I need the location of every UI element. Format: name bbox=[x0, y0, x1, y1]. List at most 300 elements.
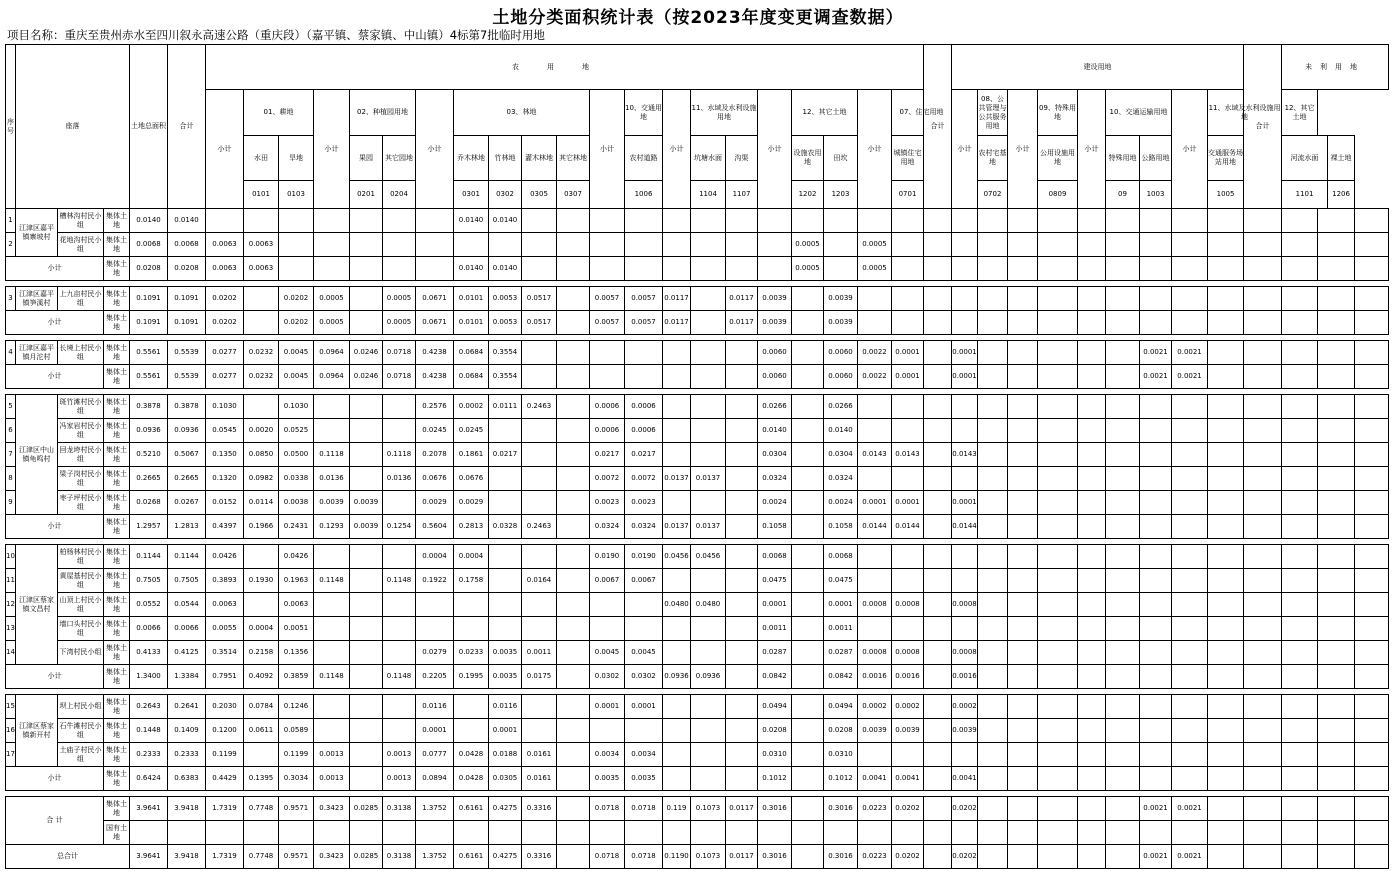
table-row bbox=[6, 419, 1389, 443]
value-cell bbox=[350, 767, 383, 791]
value-cell: 0.0140 bbox=[168, 209, 206, 233]
value-cell: 0.0208 bbox=[168, 257, 206, 281]
value-cell bbox=[522, 233, 557, 257]
value-cell: 0.0676 bbox=[454, 467, 489, 491]
value-cell bbox=[924, 593, 952, 617]
sum-state-row bbox=[6, 821, 1389, 845]
value-cell bbox=[1282, 233, 1318, 257]
value-cell bbox=[924, 821, 952, 845]
value-cell: 0.0777 bbox=[416, 743, 454, 767]
value-cell bbox=[1244, 719, 1282, 743]
value-cell bbox=[1172, 821, 1208, 845]
value-cell: 0.1200 bbox=[206, 719, 244, 743]
value-cell bbox=[1008, 845, 1038, 869]
value-cell bbox=[489, 467, 522, 491]
value-cell: 0.0005 bbox=[383, 287, 416, 311]
kengtang-header: 坑塘水面 bbox=[691, 136, 726, 181]
value-cell: 0.0008 bbox=[858, 641, 892, 665]
value-cell: 0.1058 bbox=[758, 515, 792, 539]
value-cell bbox=[1172, 419, 1208, 443]
value-cell bbox=[522, 491, 557, 515]
value-cell bbox=[1008, 365, 1038, 389]
value-cell: 0.4238 bbox=[416, 365, 454, 389]
value-cell bbox=[383, 593, 416, 617]
village-cell: 江津区嘉平镇月沱村 bbox=[16, 341, 58, 365]
value-cell bbox=[1208, 311, 1244, 335]
value-cell: 0.0426 bbox=[206, 545, 244, 569]
value-cell bbox=[792, 743, 824, 767]
g02-subtotal-header: 小计 bbox=[314, 90, 350, 209]
value-cell: 0.0057 bbox=[590, 287, 625, 311]
value-cell bbox=[1038, 719, 1078, 743]
value-cell bbox=[1140, 419, 1172, 443]
table-row bbox=[6, 443, 1389, 467]
value-cell: 0.1091 bbox=[130, 287, 168, 311]
value-cell: 0.1144 bbox=[168, 545, 206, 569]
value-cell bbox=[1244, 341, 1282, 365]
value-cell bbox=[978, 287, 1008, 311]
value-cell: 0.0034 bbox=[625, 743, 663, 767]
value-cell bbox=[1140, 287, 1172, 311]
value-cell bbox=[792, 767, 824, 791]
value-cell bbox=[557, 311, 590, 335]
value-cell bbox=[1355, 443, 1389, 467]
value-cell bbox=[824, 821, 858, 845]
value-cell bbox=[1208, 845, 1244, 869]
value-cell bbox=[1038, 341, 1078, 365]
value-cell bbox=[1355, 719, 1389, 743]
value-cell: 0.0060 bbox=[758, 365, 792, 389]
value-cell bbox=[892, 287, 924, 311]
value-cell: 0.0001 bbox=[858, 491, 892, 515]
value-cell bbox=[590, 365, 625, 389]
value-cell: 0.0066 bbox=[130, 617, 168, 641]
table-row bbox=[6, 545, 1389, 569]
value-cell: 0.0684 bbox=[454, 341, 489, 365]
value-cell: 0.3016 bbox=[758, 797, 792, 821]
value-cell bbox=[590, 617, 625, 641]
value-cell bbox=[726, 719, 758, 743]
value-cell: 0.0718 bbox=[383, 365, 416, 389]
value-cell: 0.0217 bbox=[489, 443, 522, 467]
ownership-cell: 集体土地 bbox=[104, 467, 130, 491]
value-cell: 0.0022 bbox=[858, 341, 892, 365]
value-cell: 0.0494 bbox=[758, 695, 792, 719]
value-cell bbox=[1140, 467, 1172, 491]
value-cell bbox=[1038, 491, 1078, 515]
value-cell bbox=[557, 491, 590, 515]
value-cell bbox=[1282, 617, 1318, 641]
value-cell: 0.0011 bbox=[758, 617, 792, 641]
value-cell: 0.0245 bbox=[416, 419, 454, 443]
gonglu-header: 公路用地 bbox=[1140, 136, 1172, 181]
value-cell bbox=[1038, 515, 1078, 539]
value-cell: 0.0475 bbox=[758, 569, 792, 593]
seq-cell: 9 bbox=[6, 491, 16, 515]
value-cell bbox=[1355, 209, 1389, 233]
value-cell bbox=[952, 257, 978, 281]
value-cell bbox=[1038, 797, 1078, 821]
value-cell bbox=[1078, 719, 1106, 743]
value-cell bbox=[1355, 491, 1389, 515]
ownership-cell: 集体土地 bbox=[104, 641, 130, 665]
value-cell bbox=[454, 233, 489, 257]
value-cell bbox=[557, 341, 590, 365]
code-cell: 1202 bbox=[792, 181, 824, 209]
value-cell bbox=[1106, 845, 1140, 869]
value-cell bbox=[1244, 515, 1282, 539]
value-cell bbox=[416, 209, 454, 233]
value-cell: 0.0475 bbox=[824, 569, 858, 593]
table-row bbox=[6, 209, 1389, 233]
value-cell bbox=[1140, 767, 1172, 791]
value-cell bbox=[1318, 287, 1355, 311]
value-cell bbox=[1078, 311, 1106, 335]
group-name-cell: 花地沟村民小组 bbox=[58, 233, 104, 257]
value-cell: 0.9571 bbox=[279, 845, 314, 869]
value-cell bbox=[663, 767, 691, 791]
table-row bbox=[6, 287, 1389, 311]
value-cell: 0.3138 bbox=[383, 797, 416, 821]
value-cell bbox=[1106, 641, 1140, 665]
value-cell: 0.0001 bbox=[625, 695, 663, 719]
code-cell: 0301 bbox=[454, 181, 489, 209]
g08-subtotal-header: 小计 bbox=[952, 90, 978, 209]
value-cell: 0.0304 bbox=[758, 443, 792, 467]
value-cell: 0.0552 bbox=[130, 593, 168, 617]
value-cell bbox=[350, 719, 383, 743]
value-cell bbox=[691, 341, 726, 365]
value-cell: 0.0023 bbox=[590, 491, 625, 515]
value-cell bbox=[952, 287, 978, 311]
value-cell: 0.1091 bbox=[130, 311, 168, 335]
value-cell: 0.0842 bbox=[758, 665, 792, 689]
value-cell: 0.0006 bbox=[625, 395, 663, 419]
value-cell: 0.4397 bbox=[206, 515, 244, 539]
value-cell: 0.1254 bbox=[383, 515, 416, 539]
value-cell bbox=[1282, 695, 1318, 719]
value-cell bbox=[1244, 365, 1282, 389]
village-cell: 江津区中山镇龟鸣村 bbox=[16, 395, 58, 515]
value-cell bbox=[858, 287, 892, 311]
value-cell: 0.1320 bbox=[206, 467, 244, 491]
value-cell: 0.0008 bbox=[858, 593, 892, 617]
seq-cell: 7 bbox=[6, 443, 16, 467]
value-cell: 0.2333 bbox=[168, 743, 206, 767]
value-cell bbox=[625, 365, 663, 389]
value-cell bbox=[1208, 467, 1244, 491]
value-cell: 0.0002 bbox=[858, 695, 892, 719]
value-cell: 0.0001 bbox=[590, 695, 625, 719]
value-cell: 0.5604 bbox=[416, 515, 454, 539]
value-cell bbox=[691, 617, 726, 641]
value-cell: 0.0114 bbox=[244, 491, 279, 515]
value-cell: 0.0137 bbox=[691, 467, 726, 491]
value-cell bbox=[824, 209, 858, 233]
value-cell bbox=[1106, 395, 1140, 419]
seq-header: 序号 bbox=[6, 45, 16, 209]
value-cell bbox=[1355, 665, 1389, 689]
value-cell: 0.0310 bbox=[824, 743, 858, 767]
code-cell: 1107 bbox=[726, 181, 758, 209]
value-cell bbox=[350, 821, 383, 845]
unused-total-header: 合计 bbox=[1244, 45, 1282, 209]
value-cell: 0.0894 bbox=[416, 767, 454, 791]
value-cell: 0.0001 bbox=[416, 719, 454, 743]
value-cell bbox=[1318, 695, 1355, 719]
value-cell bbox=[1140, 233, 1172, 257]
value-cell: 3.9418 bbox=[168, 845, 206, 869]
value-cell: 0.119 bbox=[663, 797, 691, 821]
value-cell bbox=[1078, 593, 1106, 617]
value-cell bbox=[1038, 695, 1078, 719]
value-cell bbox=[952, 209, 978, 233]
value-cell bbox=[726, 209, 758, 233]
value-cell: 0.3859 bbox=[279, 665, 314, 689]
group-name-cell: 黄屋基村民小组 bbox=[58, 569, 104, 593]
value-cell: 0.4125 bbox=[168, 641, 206, 665]
value-cell: 0.0011 bbox=[522, 641, 557, 665]
value-cell bbox=[1244, 491, 1282, 515]
value-cell bbox=[663, 617, 691, 641]
value-cell bbox=[1038, 767, 1078, 791]
value-cell bbox=[1038, 593, 1078, 617]
value-cell bbox=[557, 467, 590, 491]
value-cell bbox=[1140, 491, 1172, 515]
value-cell: 0.0039 bbox=[824, 287, 858, 311]
value-cell: 0.3878 bbox=[168, 395, 206, 419]
value-cell bbox=[1208, 515, 1244, 539]
value-cell bbox=[489, 491, 522, 515]
value-cell bbox=[691, 491, 726, 515]
value-cell bbox=[978, 341, 1008, 365]
value-cell: 0.2641 bbox=[168, 695, 206, 719]
value-cell: 0.1246 bbox=[279, 695, 314, 719]
value-cell bbox=[924, 845, 952, 869]
value-cell: 0.0101 bbox=[454, 311, 489, 335]
value-cell: 0.0041 bbox=[952, 767, 978, 791]
value-cell bbox=[1172, 719, 1208, 743]
value-cell bbox=[454, 593, 489, 617]
value-cell bbox=[792, 287, 824, 311]
value-cell bbox=[726, 767, 758, 791]
value-cell bbox=[244, 287, 279, 311]
value-cell bbox=[1038, 845, 1078, 869]
value-cell: 0.7748 bbox=[244, 797, 279, 821]
value-cell: 0.0545 bbox=[206, 419, 244, 443]
value-cell bbox=[383, 641, 416, 665]
value-cell bbox=[1008, 797, 1038, 821]
value-cell bbox=[1078, 395, 1106, 419]
value-cell bbox=[1008, 719, 1038, 743]
value-cell bbox=[1140, 209, 1172, 233]
village-cell: 江津区蔡家镇文昌村 bbox=[16, 545, 58, 665]
value-cell: 0.0057 bbox=[590, 311, 625, 335]
value-cell bbox=[1078, 341, 1106, 365]
value-cell bbox=[792, 641, 824, 665]
group-name-cell: 回龙垮村民小组 bbox=[58, 443, 104, 467]
value-cell bbox=[625, 593, 663, 617]
table-row bbox=[6, 743, 1389, 767]
ownership-cell: 集体土地 bbox=[104, 287, 130, 311]
value-cell bbox=[1282, 665, 1318, 689]
value-cell: 0.2813 bbox=[454, 515, 489, 539]
value-cell bbox=[691, 569, 726, 593]
value-cell bbox=[1355, 257, 1389, 281]
value-cell bbox=[924, 287, 952, 311]
value-cell: 0.2158 bbox=[244, 641, 279, 665]
value-cell: 0.2030 bbox=[206, 695, 244, 719]
value-cell bbox=[952, 467, 978, 491]
value-cell bbox=[1106, 743, 1140, 767]
teshu-header: 特殊用地 bbox=[1106, 136, 1140, 181]
value-cell: 0.2463 bbox=[522, 395, 557, 419]
value-cell: 0.1012 bbox=[758, 767, 792, 791]
value-cell bbox=[1244, 767, 1282, 791]
value-cell bbox=[1008, 341, 1038, 365]
value-cell bbox=[978, 593, 1008, 617]
value-cell bbox=[489, 821, 522, 845]
value-cell bbox=[1172, 515, 1208, 539]
value-cell bbox=[1038, 365, 1078, 389]
value-cell: 0.0051 bbox=[279, 617, 314, 641]
value-cell: 0.4133 bbox=[130, 641, 168, 665]
value-cell bbox=[1282, 287, 1318, 311]
value-cell: 0.0067 bbox=[625, 569, 663, 593]
value-cell bbox=[314, 821, 350, 845]
value-cell: 0.0039 bbox=[350, 515, 383, 539]
subtotal-label: 小计 bbox=[6, 311, 104, 335]
value-cell bbox=[1318, 341, 1355, 365]
value-cell bbox=[978, 545, 1008, 569]
value-cell bbox=[1172, 569, 1208, 593]
value-cell bbox=[1355, 233, 1389, 257]
value-cell bbox=[1140, 821, 1172, 845]
value-cell bbox=[1318, 821, 1355, 845]
value-cell: 0.1091 bbox=[168, 311, 206, 335]
value-cell bbox=[978, 257, 1008, 281]
value-cell bbox=[1282, 719, 1318, 743]
value-cell: 0.0268 bbox=[130, 491, 168, 515]
value-cell: 0.0202 bbox=[206, 311, 244, 335]
group-name-cell: 枣子坪村民小组 bbox=[58, 491, 104, 515]
value-cell bbox=[858, 467, 892, 491]
value-cell bbox=[1244, 743, 1282, 767]
grand-total-row bbox=[6, 845, 1389, 869]
value-cell bbox=[1282, 515, 1318, 539]
value-cell bbox=[1172, 395, 1208, 419]
value-cell: 0.0246 bbox=[350, 365, 383, 389]
value-cell bbox=[1008, 209, 1038, 233]
value-cell: 0.0035 bbox=[590, 767, 625, 791]
value-cell bbox=[1106, 287, 1140, 311]
value-cell: 0.0063 bbox=[244, 257, 279, 281]
value-cell bbox=[978, 491, 1008, 515]
value-cell bbox=[691, 443, 726, 467]
value-cell bbox=[824, 257, 858, 281]
value-cell: 0.0005 bbox=[314, 311, 350, 335]
value-cell: 0.0982 bbox=[244, 467, 279, 491]
value-cell bbox=[168, 821, 206, 845]
value-cell bbox=[858, 395, 892, 419]
value-cell bbox=[1282, 209, 1318, 233]
u-subtotal-header: 小计 bbox=[1172, 90, 1208, 209]
value-cell bbox=[1318, 419, 1355, 443]
value-cell: 0.0041 bbox=[858, 767, 892, 791]
value-cell bbox=[1244, 233, 1282, 257]
value-cell bbox=[952, 395, 978, 419]
value-cell bbox=[522, 821, 557, 845]
value-cell bbox=[1106, 797, 1140, 821]
value-cell: 0.0456 bbox=[663, 545, 691, 569]
value-cell: 0.0116 bbox=[416, 695, 454, 719]
value-cell bbox=[792, 665, 824, 689]
value-cell bbox=[1008, 569, 1038, 593]
value-cell bbox=[1172, 491, 1208, 515]
value-cell bbox=[1172, 767, 1208, 791]
seq-cell: 5 bbox=[6, 395, 16, 419]
value-cell bbox=[1140, 641, 1172, 665]
seq-cell: 4 bbox=[6, 341, 16, 365]
value-cell bbox=[663, 569, 691, 593]
value-cell: 0.1448 bbox=[130, 719, 168, 743]
value-cell bbox=[1008, 743, 1038, 767]
value-cell bbox=[1244, 695, 1282, 719]
sum-label: 合 计 bbox=[6, 797, 104, 845]
value-cell bbox=[416, 233, 454, 257]
value-cell: 0.0001 bbox=[952, 341, 978, 365]
value-cell: 0.0676 bbox=[416, 467, 454, 491]
value-cell bbox=[1078, 233, 1106, 257]
value-cell: 0.0494 bbox=[824, 695, 858, 719]
value-cell bbox=[625, 341, 663, 365]
value-cell: 0.0267 bbox=[168, 491, 206, 515]
value-cell: 0.0217 bbox=[590, 443, 625, 467]
value-cell: 0.0055 bbox=[206, 617, 244, 641]
value-cell bbox=[557, 719, 590, 743]
value-cell bbox=[1106, 467, 1140, 491]
value-cell: 0.0001 bbox=[952, 365, 978, 389]
value-cell bbox=[726, 257, 758, 281]
value-cell: 0.0021 bbox=[1140, 341, 1172, 365]
value-cell bbox=[1038, 257, 1078, 281]
value-cell bbox=[1318, 491, 1355, 515]
value-cell bbox=[314, 617, 350, 641]
value-cell bbox=[858, 569, 892, 593]
value-cell bbox=[1355, 695, 1389, 719]
value-cell bbox=[383, 233, 416, 257]
value-cell: 0.1030 bbox=[279, 395, 314, 419]
value-cell: 0.1861 bbox=[454, 443, 489, 467]
value-cell bbox=[892, 257, 924, 281]
value-cell bbox=[792, 569, 824, 593]
value-cell bbox=[924, 797, 952, 821]
value-cell: 0.0137 bbox=[663, 467, 691, 491]
value-cell bbox=[350, 641, 383, 665]
value-cell bbox=[625, 233, 663, 257]
value-cell bbox=[1244, 395, 1282, 419]
value-cell bbox=[792, 593, 824, 617]
g08-header: 08、公共管理与公共服务用地 bbox=[978, 90, 1008, 136]
value-cell: 0.3893 bbox=[206, 569, 244, 593]
value-cell bbox=[1172, 545, 1208, 569]
g10-header: 10、交通用地 bbox=[625, 90, 663, 136]
value-cell bbox=[1140, 443, 1172, 467]
value-cell bbox=[978, 515, 1008, 539]
value-cell: 0.2431 bbox=[279, 515, 314, 539]
value-cell bbox=[858, 743, 892, 767]
value-cell bbox=[557, 743, 590, 767]
